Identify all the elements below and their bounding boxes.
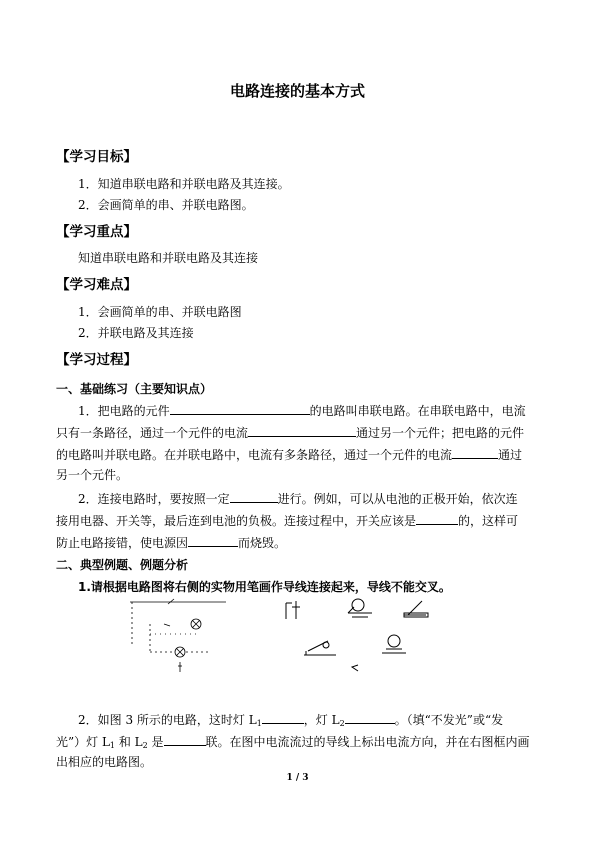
- q2-line3: 防止电路接错，使电源因 而烧毁。: [56, 536, 287, 550]
- section1-title: 一、基础练习（主要知识点）: [56, 382, 213, 396]
- circuit-diagram: [128, 596, 228, 676]
- battery-icon: [286, 601, 300, 619]
- key-points-heading: 【学习重点】: [56, 224, 137, 240]
- q1-blank-1[interactable]: [170, 403, 310, 415]
- bulb-icon-3: [382, 635, 406, 653]
- q2-line2: 接用电器、开关等，最后连到电池的负极。连接过程中，开关应该是 的，这样可: [56, 514, 519, 528]
- example2-line3: 出相应的电路图。: [56, 755, 153, 769]
- wire-end-icon: [352, 665, 358, 671]
- objective-item-1: 1．知道串联电路和并联电路及其连接。: [78, 177, 290, 191]
- difficulty-item-2: 2．并联电路及其连接: [78, 326, 194, 340]
- example2-line1: 2．如图 3 所示的电路，这时灯 $L_1$ ，灯 $L_2$ 。（填“不发光”或“发: [78, 713, 504, 728]
- bulb-icon-2: [304, 641, 336, 655]
- difficulties-heading: 【学习难点】: [56, 277, 137, 293]
- q2-blank-3[interactable]: [188, 535, 238, 547]
- page-number: 1 / 3: [286, 773, 309, 783]
- ex2-blank-1[interactable]: [262, 712, 304, 724]
- q2-blank-2[interactable]: [416, 513, 458, 525]
- key-points-text: 知道串联电路和并联电路及其连接: [78, 251, 259, 265]
- ex2-blank-2[interactable]: [345, 712, 395, 724]
- example2-line2: 光”）灯 $L_1$ 和 $L_2$ 是 联。在图中电流流过的导线上标出电流方向，并在右图框内画: [56, 735, 530, 750]
- q1-line2: 只有一条路径，通过一个元件的电流 通过另一个元件；把电路的元件: [56, 426, 525, 440]
- q1-line3: 的电路叫并联电路。在并联电路中，电流有多条路径，通过一个元件的电流 通过: [56, 448, 523, 462]
- ex2-blank-3[interactable]: [164, 734, 206, 746]
- difficulty-item-1: 1．会画简单的串、并联电路图: [78, 305, 242, 319]
- bulb-icon-1: [348, 599, 372, 617]
- physical-components: [282, 593, 447, 675]
- q2-line1: 2．连接电路时，要按照一定 进行。例如，可以从电池的正极开始，依次连: [78, 492, 518, 506]
- process-heading: 【学习过程】: [56, 352, 137, 368]
- q1-blank-2[interactable]: [248, 425, 356, 437]
- q1-line1: 1．把电路的元件 的电路叫串联电路。在串联电路中，电流: [78, 404, 526, 418]
- q1-line4: 另一个元件。: [56, 468, 129, 482]
- switch-icon: [404, 601, 428, 617]
- q2-blank-1[interactable]: [230, 491, 278, 503]
- section2-title: 二、典型例题、例题分析: [56, 558, 189, 572]
- example1-text: 1.请根据电路图将右侧的实物用笔画作导线连接起来，导线不能交叉。: [78, 580, 451, 594]
- objectives-heading: 【学习目标】: [56, 149, 137, 165]
- q1-blank-3[interactable]: [452, 447, 498, 459]
- page-title: 电路连接的基本方式: [229, 82, 365, 100]
- objective-item-2: 2．会画简单的串、并联电路图。: [78, 198, 254, 212]
